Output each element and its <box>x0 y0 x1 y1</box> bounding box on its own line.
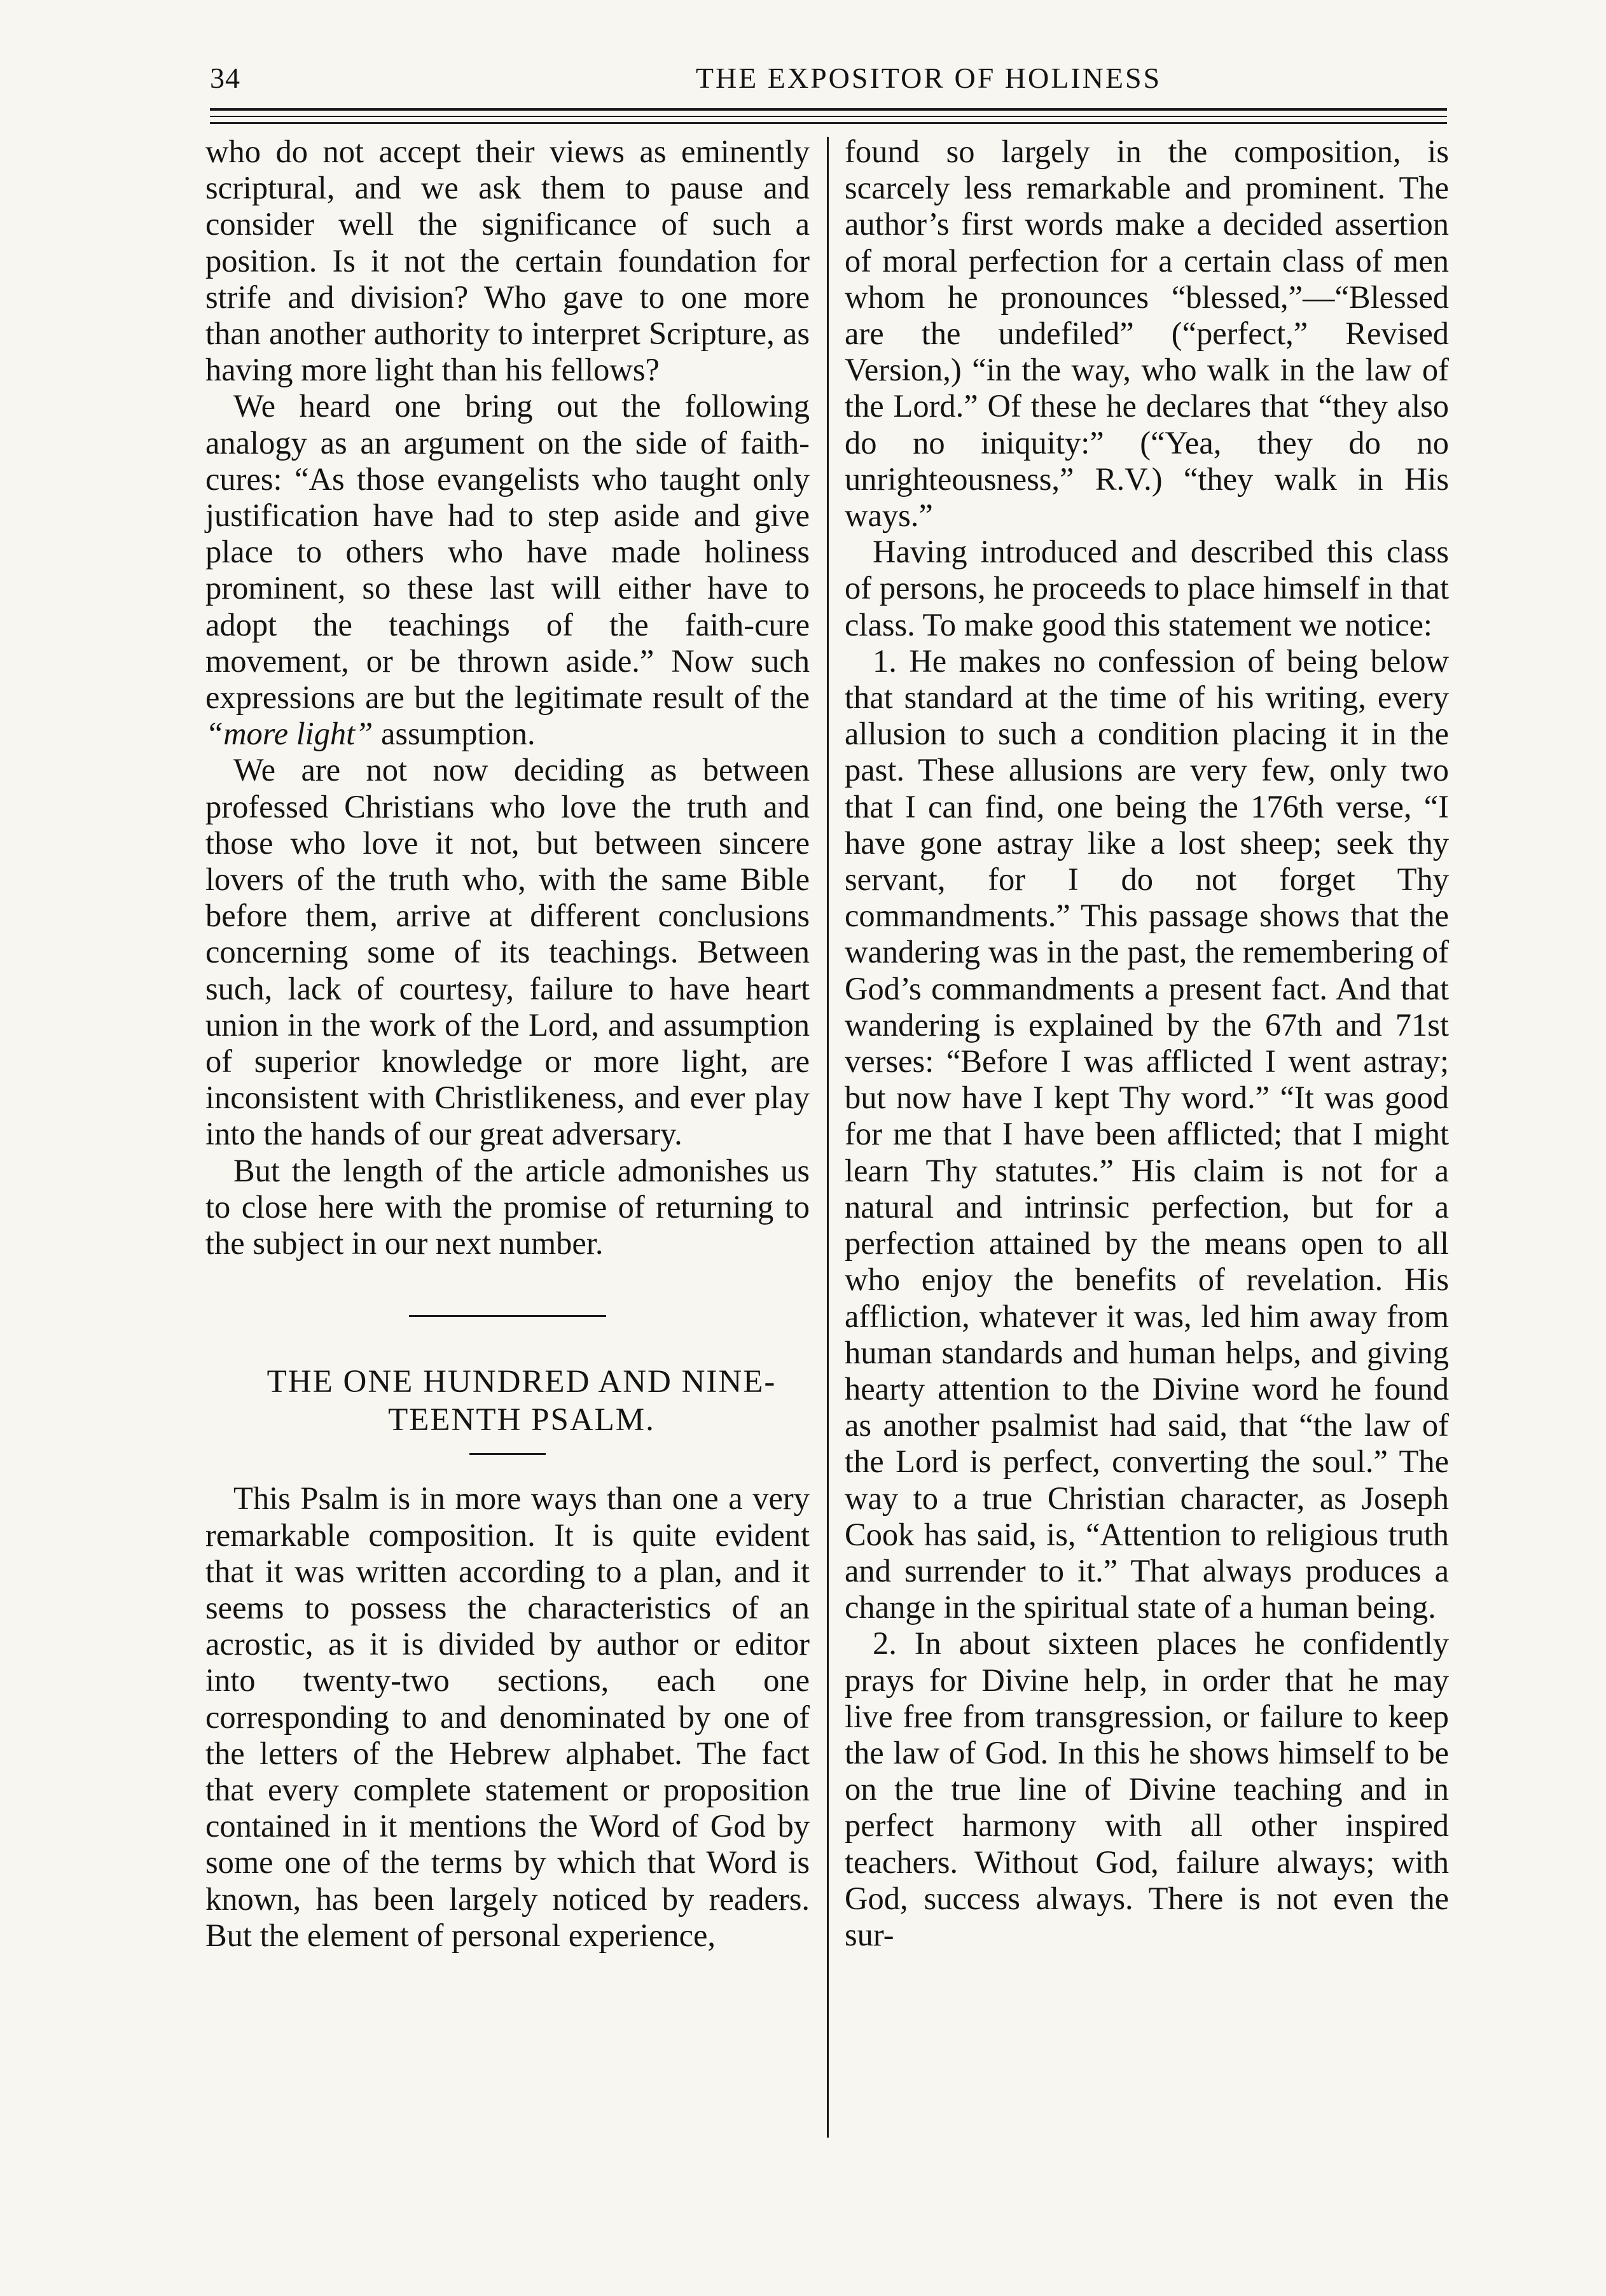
running-title: THE EXPOSITOR OF HOLINESS <box>695 62 1162 94</box>
page-number: 34 <box>210 62 240 94</box>
right-column <box>845 134 1449 1953</box>
paragraph: who do not accept their views as eminently scriptural, and we ask them to pause and consider well the significance of such a position. Is it not the certain foundation for strife and division? Who gave to one more than another authority to interpret Scripture, as having more light than his fellows? <box>205 134 810 388</box>
title-divider <box>469 1453 546 1455</box>
header-rule-bottom <box>210 122 1447 124</box>
paragraph: This Psalm is in more ways than one a very remarkable composition. It is quite evident that it was written according to a plan, and it seems to possess the characteristics of an acrostic, as it is divided by author or editor into twenty-two sections, each one corresponding to and denominated by one of the letters of the Hebrew alphabet. The fact that every complete statement or proposition contained in it mentions the Word of God by some one of the terms by which that Word is known, has been largely noticed by readers. But the element of personal experience, <box>205 1480 810 1953</box>
paragraph <box>205 388 810 752</box>
paragraph: Having introduced and described this class of persons, he proceeds to place himself in that class. To make good this statement we notice: <box>845 534 1449 643</box>
paragraph: We are not now deciding as between professed Christians who love the truth and those who love it not, but between sincere lovers of the truth who, with the same Bible before them, arrive at different conclusions concerning some of its teachings. Between such, lack of courtesy, failure to have heart union in the work of the Lord, and assumption of superior knowledge or more light, are inconsistent with Christlikeness, and ever play into the hands of our great adversary. <box>205 752 810 1152</box>
paragraph: But the length of the article admonishes us to close here with the promise of returning to the subject in our next number. <box>205 1152 810 1262</box>
paragraph: 1. He makes no confession of being below that standard at the time of his writing, every allusion to such a condition placing it in the past. These allusions are very few, only two that I can find, one being the 176th verse, “I have gone astray like a lost sheep; seek thy servant, for I do not forget Thy commandments.” This passage shows that the wandering was in the past, the remembering of God’s commandments a present fact. And that wandering is explained by the 67th and 71st verses: “Before I was afflicted I went astray; but now have I kept Thy word.” “It was good for me that I have been afflicted; that I might learn Thy statutes.” His claim is not for a natural and intrinsic perfection, but for a perfection attained by the means open to all who enjoy the benefits of revelation. His affliction, whatever it was, led him away from human standards and human helps, and giving hearty attention to the Divine word he found as another psalmist had said, that “the law of the Lord is perfect, converting the soul.” The way to a true Christian character, as Joseph Cook has said, is, “Attention to religious truth and surrender to it.” That always produces a change in the spiritual state of a human being. <box>845 643 1449 1625</box>
left-column <box>205 134 810 1954</box>
emphasis-text: “more light” <box>205 716 373 752</box>
paragraph-text-end: assumption. <box>373 716 536 752</box>
column-divider <box>827 137 829 2138</box>
paragraph: found so largely in the composition, is scarcely less remarkable and prominent. The author’s first words make a decided assertion of moral perfection for a certain class of men whom he pronounces “blessed,”—“Blessed are the undefiled” (“perfect,” Revised Version,) “in the way, who walk in the law of the Lord.” Of these he declares that “they also do no iniquity:” (“Yea, they do no unrighteousness,” R.V.) “they walk in His ways.” <box>845 134 1449 534</box>
section-title-line-2: TEENTH PSALM. <box>388 1402 655 1438</box>
paragraph: 2. In about sixteen places he confidently prays for Divine help, in order that he may live free from transgression, or failure to keep the law of God. In this he shows himself to be on the true line of Divine teaching and in perfect harmony with all other inspired teachers. Without God, failure always; with God, success always. There is not even the sur- <box>845 1625 1449 1952</box>
paragraph-text: We heard one bring out the following analogy as an argument on the side of faith-cures: “As those evangelists who taught only justification have had to step aside and give place to others who have made holiness prominent, so these last will either have to adopt the teachings of the faith-cure movement, or be thrown aside.” Now such expressions are but the legitimate result of the <box>205 388 810 716</box>
header-rule-middle <box>210 116 1447 117</box>
header-rule-top <box>210 108 1447 111</box>
section-title-line-1: THE ONE HUNDRED AND NINE- <box>267 1364 777 1400</box>
section-divider <box>409 1315 606 1317</box>
